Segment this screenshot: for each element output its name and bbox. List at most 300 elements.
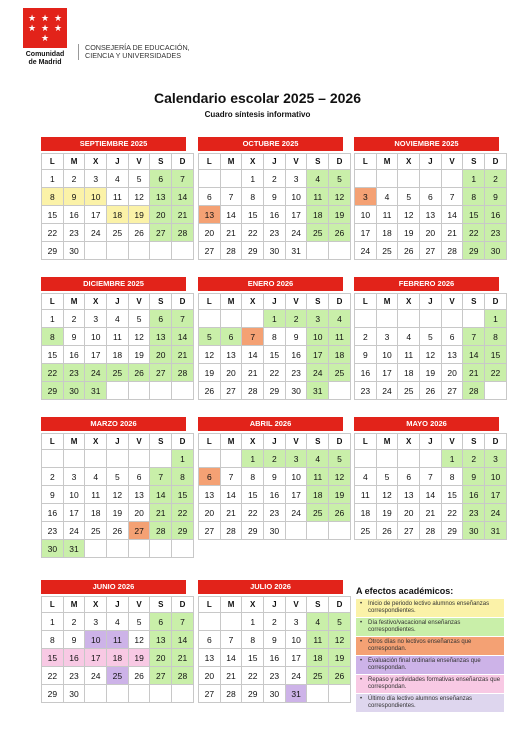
weekday-header: L (355, 154, 377, 170)
day-cell: 9 (264, 188, 286, 206)
day-cell: 7 (172, 613, 194, 631)
week-row (42, 649, 194, 667)
weekday-header: D (329, 434, 351, 450)
day-cell: 25 (355, 522, 377, 540)
day-cell: 20 (199, 224, 221, 242)
department-name (78, 44, 190, 60)
day-cell: 31 (485, 522, 507, 540)
month-calendar (198, 580, 343, 703)
day-cell: 3 (85, 613, 107, 631)
day-cell: 4 (329, 310, 351, 328)
week-row (199, 667, 351, 685)
day-cell: 23 (485, 224, 507, 242)
month-calendar (354, 137, 499, 260)
week-row (42, 188, 194, 206)
month-table (41, 596, 194, 703)
day-cell: 8 (42, 188, 64, 206)
week-row (199, 170, 351, 188)
month-header: JUNIO 2026 (41, 580, 186, 594)
dept-line1: CONSEJERÍA DE EDUCACIÓN, (85, 43, 190, 52)
empty-day-cell (420, 170, 442, 188)
day-cell: 28 (172, 667, 194, 685)
empty-day-cell (172, 540, 194, 558)
week-row (199, 649, 351, 667)
bullet-icon: • (360, 696, 363, 702)
week-row (199, 450, 351, 468)
day-cell: 24 (355, 242, 377, 260)
day-cell: 10 (376, 346, 398, 364)
weekday-header: J (420, 294, 442, 310)
day-cell: 15 (172, 486, 194, 504)
weekday-header: X (85, 294, 107, 310)
day-cell: 22 (485, 364, 507, 382)
day-cell: 25 (107, 667, 129, 685)
day-cell: 25 (85, 522, 107, 540)
day-cell: 10 (63, 486, 85, 504)
day-cell: 29 (441, 522, 463, 540)
week-row (355, 224, 507, 242)
day-cell: 8 (264, 328, 286, 346)
day-cell: 21 (463, 364, 485, 382)
day-cell: 14 (463, 346, 485, 364)
week-row (42, 170, 194, 188)
week-row (199, 382, 351, 400)
day-cell: 16 (264, 486, 286, 504)
day-cell: 11 (307, 188, 329, 206)
day-cell: 23 (63, 224, 85, 242)
day-cell: 22 (42, 364, 64, 382)
empty-day-cell (307, 242, 329, 260)
week-row (199, 242, 351, 260)
day-cell: 17 (285, 206, 307, 224)
empty-day-cell (85, 242, 107, 260)
day-cell: 27 (150, 667, 172, 685)
empty-day-cell (376, 170, 398, 188)
day-cell: 10 (285, 631, 307, 649)
day-cell: 15 (242, 649, 264, 667)
day-cell: 4 (107, 613, 129, 631)
day-cell: 26 (128, 224, 150, 242)
day-cell: 3 (285, 170, 307, 188)
legend-item (356, 675, 504, 693)
day-cell: 27 (128, 522, 150, 540)
weekday-header: M (63, 434, 85, 450)
bullet-icon: • (360, 658, 363, 664)
day-cell: 17 (85, 346, 107, 364)
day-cell: 13 (199, 649, 221, 667)
weekday-header: S (463, 434, 485, 450)
day-cell: 25 (107, 224, 129, 242)
empty-day-cell (398, 450, 420, 468)
weekday-header: S (307, 434, 329, 450)
day-cell: 19 (329, 486, 351, 504)
week-row (355, 206, 507, 224)
empty-day-cell (150, 242, 172, 260)
day-cell: 25 (376, 242, 398, 260)
day-cell: 5 (199, 328, 221, 346)
month-table (354, 293, 507, 400)
day-cell: 3 (285, 450, 307, 468)
day-cell: 26 (128, 364, 150, 382)
comunidad-madrid-logo (20, 8, 70, 68)
empty-day-cell (199, 613, 221, 631)
day-cell: 15 (485, 346, 507, 364)
day-cell: 9 (285, 328, 307, 346)
week-row (355, 346, 507, 364)
day-cell: 10 (85, 188, 107, 206)
day-cell: 21 (150, 504, 172, 522)
day-cell: 2 (63, 170, 85, 188)
month-calendar (41, 580, 186, 703)
day-cell: 21 (172, 346, 194, 364)
week-row (199, 206, 351, 224)
week-row (355, 170, 507, 188)
month-calendar (354, 277, 499, 400)
day-cell: 27 (150, 364, 172, 382)
day-cell: 24 (85, 667, 107, 685)
day-cell: 4 (376, 188, 398, 206)
day-cell: 6 (420, 188, 442, 206)
legend-item (356, 637, 504, 655)
weekday-header: X (398, 154, 420, 170)
empty-day-cell (329, 382, 351, 400)
day-cell: 21 (172, 206, 194, 224)
day-cell: 2 (42, 468, 64, 486)
day-cell: 8 (42, 631, 64, 649)
weekday-header: M (63, 294, 85, 310)
day-cell: 29 (172, 522, 194, 540)
empty-day-cell (220, 170, 242, 188)
weekday-header: M (63, 154, 85, 170)
day-cell: 6 (128, 468, 150, 486)
day-cell: 7 (220, 631, 242, 649)
day-cell: 24 (307, 364, 329, 382)
legend-item (356, 618, 504, 636)
weekday-header: X (85, 434, 107, 450)
day-cell: 14 (172, 328, 194, 346)
day-cell: 19 (128, 649, 150, 667)
week-row (355, 364, 507, 382)
month-calendar (198, 137, 343, 260)
day-cell: 13 (398, 486, 420, 504)
day-cell: 4 (307, 170, 329, 188)
day-cell: 13 (150, 631, 172, 649)
day-cell: 27 (199, 242, 221, 260)
month-table (198, 596, 351, 703)
empty-day-cell (42, 450, 64, 468)
month-table (41, 293, 194, 400)
week-row (199, 468, 351, 486)
month-header: JULIO 2026 (198, 580, 343, 594)
weekday-header: M (376, 434, 398, 450)
day-cell: 2 (285, 310, 307, 328)
weekday-header: L (42, 294, 64, 310)
logo-caption (20, 51, 70, 67)
week-row (199, 346, 351, 364)
day-cell: 8 (242, 631, 264, 649)
day-cell: 11 (376, 206, 398, 224)
day-cell: 24 (285, 667, 307, 685)
day-cell: 12 (199, 346, 221, 364)
day-cell: 5 (128, 613, 150, 631)
weekday-header: L (42, 154, 64, 170)
day-cell: 30 (63, 685, 85, 703)
week-row (42, 468, 194, 486)
day-cell: 11 (307, 631, 329, 649)
day-cell: 30 (285, 382, 307, 400)
weekday-header: L (199, 597, 221, 613)
day-cell: 5 (128, 310, 150, 328)
week-row (355, 310, 507, 328)
month-table (41, 153, 194, 260)
day-cell: 2 (355, 328, 377, 346)
day-cell: 28 (172, 224, 194, 242)
day-cell: 22 (242, 504, 264, 522)
week-row (355, 188, 507, 206)
weekday-header: X (242, 154, 264, 170)
week-row (199, 613, 351, 631)
day-cell: 27 (150, 224, 172, 242)
weekday-header: X (398, 434, 420, 450)
day-cell: 23 (264, 504, 286, 522)
empty-day-cell (128, 450, 150, 468)
day-cell: 17 (355, 224, 377, 242)
day-cell: 19 (420, 364, 442, 382)
day-cell: 9 (463, 468, 485, 486)
day-cell: 15 (42, 649, 64, 667)
day-cell: 25 (398, 382, 420, 400)
legend-text: Otros días no lectivos enseñanzas que correspondan. (368, 639, 472, 652)
week-row (355, 328, 507, 346)
day-cell: 24 (85, 364, 107, 382)
week-row (355, 522, 507, 540)
day-cell: 8 (463, 188, 485, 206)
month-header: FEBRERO 2026 (354, 277, 499, 291)
week-row (199, 310, 351, 328)
day-cell: 15 (463, 206, 485, 224)
day-cell: 20 (220, 364, 242, 382)
day-cell: 20 (150, 346, 172, 364)
month-table (41, 433, 194, 558)
day-cell: 9 (485, 188, 507, 206)
weekday-header: L (199, 434, 221, 450)
day-cell: 26 (329, 667, 351, 685)
weekday-header: J (264, 434, 286, 450)
week-row (355, 504, 507, 522)
month-table (198, 433, 351, 540)
weekday-header: D (329, 294, 351, 310)
day-cell: 30 (264, 522, 286, 540)
day-cell: 27 (199, 522, 221, 540)
week-row (42, 206, 194, 224)
day-cell: 28 (463, 382, 485, 400)
empty-day-cell (128, 540, 150, 558)
day-cell: 17 (307, 346, 329, 364)
month-calendar (41, 277, 186, 400)
day-cell: 27 (420, 242, 442, 260)
day-cell: 4 (398, 328, 420, 346)
day-cell: 4 (107, 170, 129, 188)
day-cell: 13 (128, 486, 150, 504)
day-cell: 3 (376, 328, 398, 346)
day-cell: 3 (85, 310, 107, 328)
day-cell: 8 (242, 188, 264, 206)
day-cell: 7 (420, 468, 442, 486)
empty-day-cell (376, 310, 398, 328)
day-cell: 10 (355, 206, 377, 224)
weekday-header: J (420, 434, 442, 450)
weekday-header: S (150, 294, 172, 310)
day-cell: 6 (199, 188, 221, 206)
day-cell: 18 (355, 504, 377, 522)
day-cell: 16 (63, 649, 85, 667)
weekday-header: J (107, 434, 129, 450)
month-header: MARZO 2026 (41, 417, 186, 431)
empty-day-cell (355, 450, 377, 468)
weekday-header: J (107, 597, 129, 613)
day-cell: 3 (85, 170, 107, 188)
day-cell: 14 (220, 486, 242, 504)
empty-day-cell (172, 685, 194, 703)
weekday-header: L (42, 434, 64, 450)
day-cell: 1 (242, 613, 264, 631)
day-cell: 17 (85, 206, 107, 224)
day-cell: 28 (172, 364, 194, 382)
weekday-header: L (42, 597, 64, 613)
day-cell: 13 (150, 188, 172, 206)
day-cell: 29 (42, 242, 64, 260)
month-calendar (41, 417, 186, 558)
day-cell: 21 (441, 224, 463, 242)
day-cell: 12 (128, 631, 150, 649)
day-cell: 20 (199, 504, 221, 522)
empty-day-cell (107, 685, 129, 703)
weekday-header: M (220, 434, 242, 450)
legend-items (356, 599, 504, 712)
day-cell: 22 (242, 667, 264, 685)
day-cell: 10 (85, 631, 107, 649)
day-cell: 4 (355, 468, 377, 486)
day-cell: 3 (307, 310, 329, 328)
day-cell: 23 (63, 667, 85, 685)
day-cell: 11 (398, 346, 420, 364)
day-cell: 31 (285, 685, 307, 703)
day-cell: 30 (463, 522, 485, 540)
day-cell: 29 (42, 685, 64, 703)
day-cell: 6 (220, 328, 242, 346)
day-cell: 20 (150, 206, 172, 224)
day-cell: 16 (42, 504, 64, 522)
day-cell: 15 (42, 346, 64, 364)
day-cell: 17 (85, 649, 107, 667)
day-cell: 30 (42, 540, 64, 558)
day-cell: 9 (355, 346, 377, 364)
legend-text: Repaso y actividades formativas enseñanzas que correspondan. (368, 677, 501, 690)
empty-day-cell (420, 450, 442, 468)
weekday-header: V (285, 434, 307, 450)
weekday-header: M (220, 294, 242, 310)
week-row (355, 450, 507, 468)
day-cell: 5 (420, 328, 442, 346)
day-cell: 16 (285, 346, 307, 364)
day-cell: 5 (329, 170, 351, 188)
empty-day-cell (307, 522, 329, 540)
day-cell: 7 (463, 328, 485, 346)
day-cell: 26 (420, 382, 442, 400)
empty-day-cell (107, 242, 129, 260)
day-cell: 15 (264, 346, 286, 364)
day-cell: 12 (128, 188, 150, 206)
month-calendar (41, 137, 186, 260)
page-title: Calendario escolar 2025 – 2026 (153, 90, 362, 106)
day-cell: 11 (355, 486, 377, 504)
day-cell: 23 (463, 504, 485, 522)
day-cell: 5 (329, 450, 351, 468)
empty-day-cell (150, 540, 172, 558)
month-header: ENERO 2026 (198, 277, 343, 291)
week-row (199, 685, 351, 703)
day-cell: 26 (376, 522, 398, 540)
weekday-header: L (355, 294, 377, 310)
stars-emblem-icon: ★ ★ ★ ★ ★ ★ ★ (23, 8, 67, 48)
day-cell: 17 (63, 504, 85, 522)
week-row (199, 631, 351, 649)
day-cell: 1 (172, 450, 194, 468)
day-cell: 13 (150, 328, 172, 346)
day-cell: 6 (150, 310, 172, 328)
month-table (198, 153, 351, 260)
day-cell: 14 (220, 206, 242, 224)
empty-day-cell (128, 685, 150, 703)
weekday-header: S (307, 294, 329, 310)
day-cell: 18 (307, 206, 329, 224)
day-cell: 2 (264, 613, 286, 631)
week-row (42, 631, 194, 649)
week-row (199, 224, 351, 242)
day-cell: 1 (242, 170, 264, 188)
day-cell: 20 (420, 224, 442, 242)
day-cell: 14 (220, 649, 242, 667)
week-row (199, 522, 351, 540)
day-cell: 5 (329, 613, 351, 631)
empty-day-cell (199, 450, 221, 468)
day-cell: 23 (285, 364, 307, 382)
empty-day-cell (172, 242, 194, 260)
week-row (42, 522, 194, 540)
empty-day-cell (355, 310, 377, 328)
day-cell: 18 (329, 346, 351, 364)
day-cell: 17 (285, 649, 307, 667)
weekday-header: V (128, 597, 150, 613)
day-cell: 12 (329, 188, 351, 206)
day-cell: 29 (264, 382, 286, 400)
day-cell: 14 (420, 486, 442, 504)
weekday-header: V (441, 154, 463, 170)
empty-day-cell (85, 450, 107, 468)
day-cell: 14 (172, 631, 194, 649)
empty-day-cell (355, 170, 377, 188)
empty-day-cell (441, 310, 463, 328)
day-cell: 29 (42, 382, 64, 400)
empty-day-cell (398, 170, 420, 188)
day-cell: 6 (199, 468, 221, 486)
day-cell: 19 (329, 206, 351, 224)
empty-day-cell (329, 685, 351, 703)
legend-text: Inicio de periodo lectivo alumnos enseñanzas correspondientes. (368, 601, 490, 614)
day-cell: 19 (398, 224, 420, 242)
day-cell: 15 (242, 206, 264, 224)
day-cell: 12 (107, 486, 129, 504)
